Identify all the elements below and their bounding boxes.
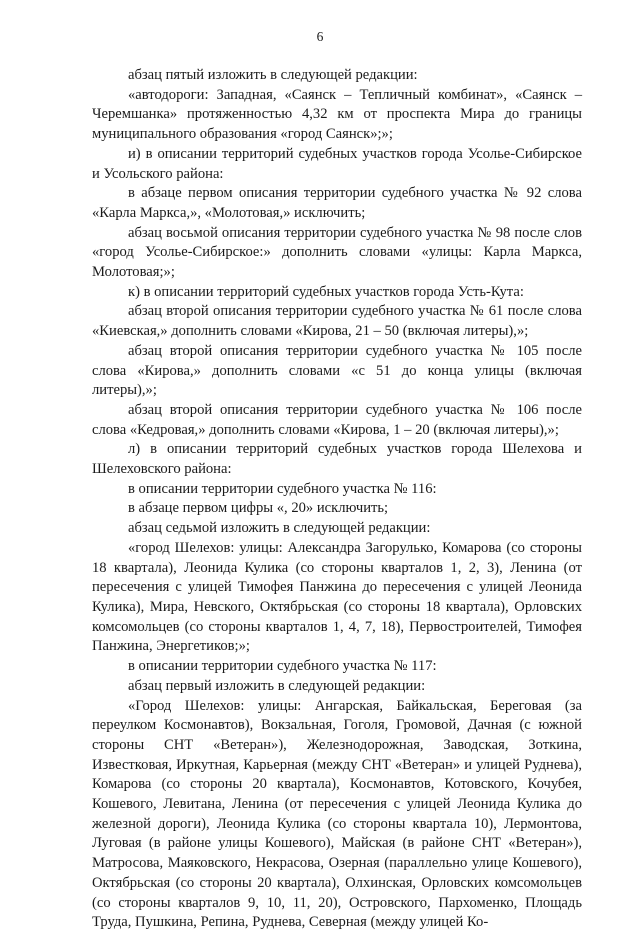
paragraph: абзац второй описания территории судебного участка № 106 после слова «Кедровая,» дополнить словами «Кирова, 1 – 20 (включая литеры),»; (92, 401, 582, 438)
paragraph: л) в описании территорий судебных участков города Шелехова и Шелеховского района: (92, 441, 582, 478)
paragraph: абзац второй описания территории судебного участка № 105 после слова «Кирова,» дополнить словами «с 51 до конца улицы (включая литеры),»; (92, 342, 582, 399)
paragraph: абзац второй описания территории судебного участка № 61 после слова «Киевская,» дополнить словами «Кирова, 21 – 50 (включая литеры),»; (92, 303, 582, 340)
paragraph: абзац первый изложить в следующей редакции: (128, 677, 426, 694)
paragraph: к) в описании территорий судебных участков города Усть-Кута: (128, 283, 524, 300)
paragraph: в описании территории судебного участка № 117: (128, 658, 437, 675)
paragraph: абзац пятый изложить в следующей редакции: (128, 67, 418, 83)
paragraph: и) в описании территорий судебных участков города Усолье-Сибирское и Усольского района: (92, 145, 582, 182)
paragraph: «автодороги: Западная, «Саянск – Тепличный комбинат», «Саянск – Черемшанка» протяженностью 4,32 км от проспекта Мира до границы муниципального образования «город Саянск»;»; (92, 86, 582, 143)
paragraph: «город Шелехов: улицы: Александра Загорулько, Комарова (со стороны 18 квартала), Леонида Кулика (со стороны кварталов 1, 2, 3), Ленина (от пересечения с улицей Тимофея Панжина до пересечения с улицей Леонида Кулика), Мира, Невского, Октябрьская (со стороны 18 квартала), Орловских комсомольцев (со стороны кварталов 1, 4, 7, 18), Первостроителей, Тимофея Панжина, Энергетиков;»; (92, 539, 582, 655)
paragraph: абзац восьмой описания территории судебного участка № 98 после слов «город Усолье-Сибирское:» дополнить словами «улицы: Карла Маркса, Молотовая;»; (92, 224, 582, 281)
paragraph: в описании территории судебного участка № 116: (128, 480, 437, 497)
paragraph: «Город Шелехов: улицы: Ангарская, Байкальская, Береговая (за переулком Космонавтов), Вокзальная, Гоголя, Громовой, Дачная (с южной стороны СНТ «Ветеран»), Железнодорожная, Заводская, Зоткина, Известковая, Иркутная, Карьерная (между СНТ «Ветеран» и улицей Руднева), Комарова (со стороны 20 квартала), Космонавтов, Котовского, Кочубея, Кошевого, Левитана, Ленина (от пересечения с улицей Леонида Кулика до железной дороги), Леонида Кулика (со стороны квартала 10), Лермонтова, Луговая (в районе улицы Кошевого), Майская (в районе СНТ «Ветеран»), Матросова, Маяковского, Некрасова, Озерная (параллельно улице Кошевого), Октябрьская (со стороны 20 квартала), Олхинская, Орловских комсомольцев (со стороны кварталов 9, 10, 11, 20), Островского, Пархоменко, Площадь Труда, Пушкина, Репина, Руднева, Северная (между улицей Ко- (92, 697, 582, 931)
paragraph: в абзаце первом описания территории судебного участка № 92 слова «Карла Маркса,», «Молотовая,» исключить; (92, 185, 582, 221)
page-number: 6 (316, 29, 324, 44)
paragraph: в абзаце первом цифры «, 20» исключить; (128, 500, 389, 517)
paragraph: абзац седьмой изложить в следующей редакции: (128, 520, 431, 537)
document-body (92, 66, 582, 933)
